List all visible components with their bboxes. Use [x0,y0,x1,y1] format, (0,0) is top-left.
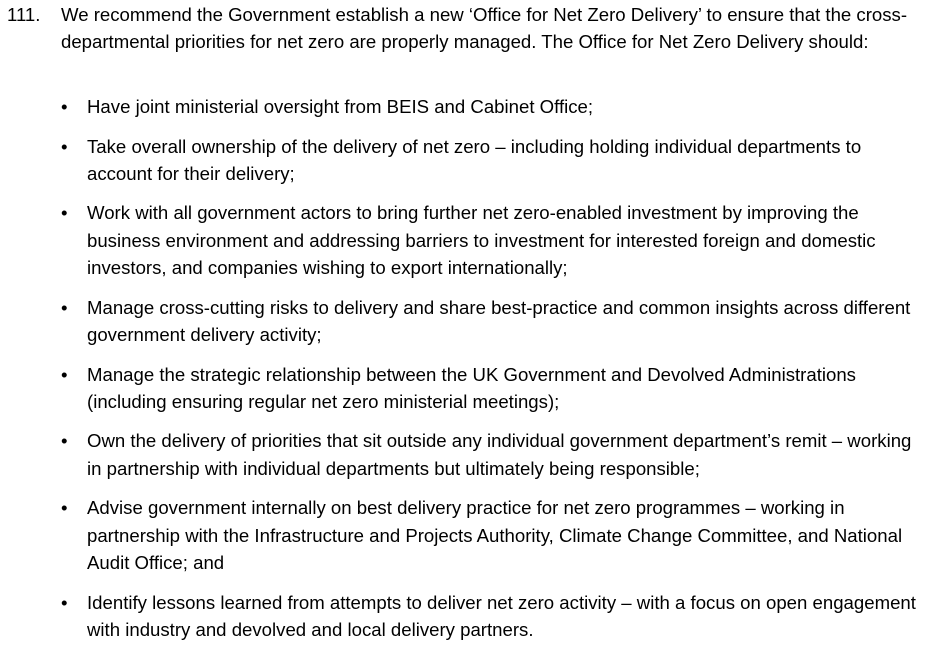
bullet-point-icon: • [61,296,68,318]
bullet-text: Have joint ministerial oversight from BEIS and Cabinet Office; [87,96,594,117]
bullet-item-oversight [0,93,923,120]
bullet-item-investment [0,199,923,281]
bullet-text: Manage the strategic relationship between the UK Government and Devolved Administrations (including ensuring regular net zero ministerial meetings); [87,363,856,412]
bullet-text: Advise government internally on best delivery practice for net zero programmes – working in partnership with the Infrastructure and Projects Authority, Climate Change Committee, and National Audit Office; and [87,497,903,573]
paragraph-text: We recommend the Government establish a new ‘Office for Net Zero Delivery’ to ensure that the cross-departmental priorities for net zero are properly managed. The Office for Net Zero Delivery should: [61,4,908,53]
bullet-item-ownership [0,133,923,188]
bullet-point-icon: • [61,430,68,452]
bullet-point-icon: • [61,591,68,613]
bullet-point-icon: • [61,96,68,117]
bullet-item-lessons [0,589,923,644]
recommendation-paragraph [0,1,930,56]
bullet-point-icon: • [61,202,68,224]
bullet-text: Manage cross-cutting risks to delivery and share best-practice and common insights across different government delivery activity; [87,296,911,345]
bullet-text: Identify lessons learned from attempts to deliver net zero activity – with a focus on open engagement with industry and devolved and local delivery partners. [87,591,916,640]
paragraph-number: 111. [7,4,41,25]
bullet-point-icon: • [61,497,68,519]
bullet-item-advise [0,494,923,576]
bullet-text: Own the delivery of priorities that sit outside any individual government department’s remit – working in partnership with individual departments but ultimately being responsible; [87,430,912,479]
bullet-text: Work with all government actors to bring further net zero-enabled investment by improving the business environment and addressing barriers to investment for interested foreign and domestic investors, and companies wishing to export internationally; [87,202,876,279]
bullet-item-risks [0,294,923,349]
bullet-point-icon: • [61,363,68,385]
bullet-point-icon: • [61,135,68,157]
recommendation-bullet-list [0,93,930,655]
bullet-text: Take overall ownership of the delivery of net zero – including holding individual departments to account for their delivery; [87,135,862,184]
bullet-item-devolved [0,361,923,416]
bullet-item-priorities [0,427,923,482]
